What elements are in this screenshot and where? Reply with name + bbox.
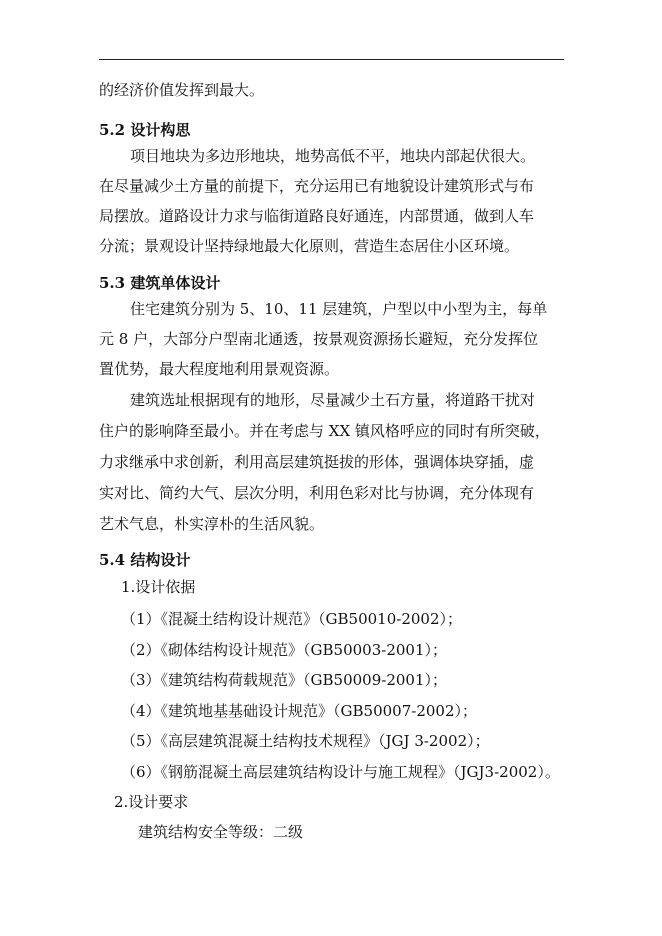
body-text-line: 艺术气息，朴实淳朴的生活风貌。 — [99, 515, 325, 533]
section-heading-5-2: 5.2 设计构思 — [99, 121, 191, 139]
list-item-reference: （1）《混凝土结构设计规范》（GB50010-2002）； — [121, 610, 463, 628]
body-text-line: 局摆放。道路设计力求与临街道路良好通连，内部贯通，做到人车 — [99, 207, 535, 225]
section-heading-5-3: 5.3 建筑单体设计 — [99, 274, 221, 292]
list-item-reference: （2）《砌体结构设计规范》（GB50003-2001）； — [121, 641, 448, 659]
body-text-line: 力求继承中求创新，利用高层建筑挺拔的形体，强调体块穿插，虚 — [99, 453, 535, 471]
body-text-line: 置优势，最大程度地利用景观资源。 — [99, 360, 340, 378]
body-text-line: 住户的影响降至最小。并在考虑与 XX 镇风格呼应的同时有所突破， — [99, 422, 550, 440]
body-text-line: 建筑结构安全等级：二级 — [138, 823, 304, 841]
body-text-line: 在尽量减少土方量的前提下，充分运用已有地貌设计建筑形式与布 — [99, 177, 535, 195]
body-text-line: 住宅建筑分别为 5、10、11 层建筑，户型以中小型为主，每单 — [130, 300, 548, 318]
list-item-reference: （4）《建筑地基基础设计规范》（GB50007-2002）； — [121, 702, 478, 720]
list-item-reference: （3）《建筑结构荷载规范》（GB50009-2001）； — [121, 671, 448, 689]
body-text-line: 建筑选址根据现有的地形，尽量减少土石方量，将道路干扰对 — [130, 391, 536, 409]
section-heading-5-4: 5.4 结构设计 — [99, 551, 191, 569]
body-text-line: 分流；景观设计坚持绿地最大化原则，营造生态居住小区环境。 — [99, 237, 520, 255]
body-text-line: 实对比、简约大气、层次分明，利用色彩对比与协调，充分体现有 — [99, 484, 535, 502]
subheading-design-requirements: 2.设计要求 — [114, 793, 189, 811]
body-text-line: 项目地块为多边形地块，地势高低不平，地块内部起伏很大。 — [130, 147, 536, 165]
list-item-reference: （6）《钢筋混凝土高层建筑结构设计与施工规程》（JGJ3-2002）。 — [121, 763, 560, 781]
body-text-line: 元 8 户，大部分户型南北通透，按景观资源扬长避短，充分发挥位 — [99, 330, 539, 348]
header-rule — [99, 59, 564, 60]
list-item-reference: （5）《高层建筑混凝土结构技术规程》（JGJ 3-2002）； — [121, 732, 490, 750]
subheading-design-basis: 1.设计依据 — [121, 578, 196, 596]
body-text-line: 的经济价值发挥到最大。 — [99, 81, 265, 99]
